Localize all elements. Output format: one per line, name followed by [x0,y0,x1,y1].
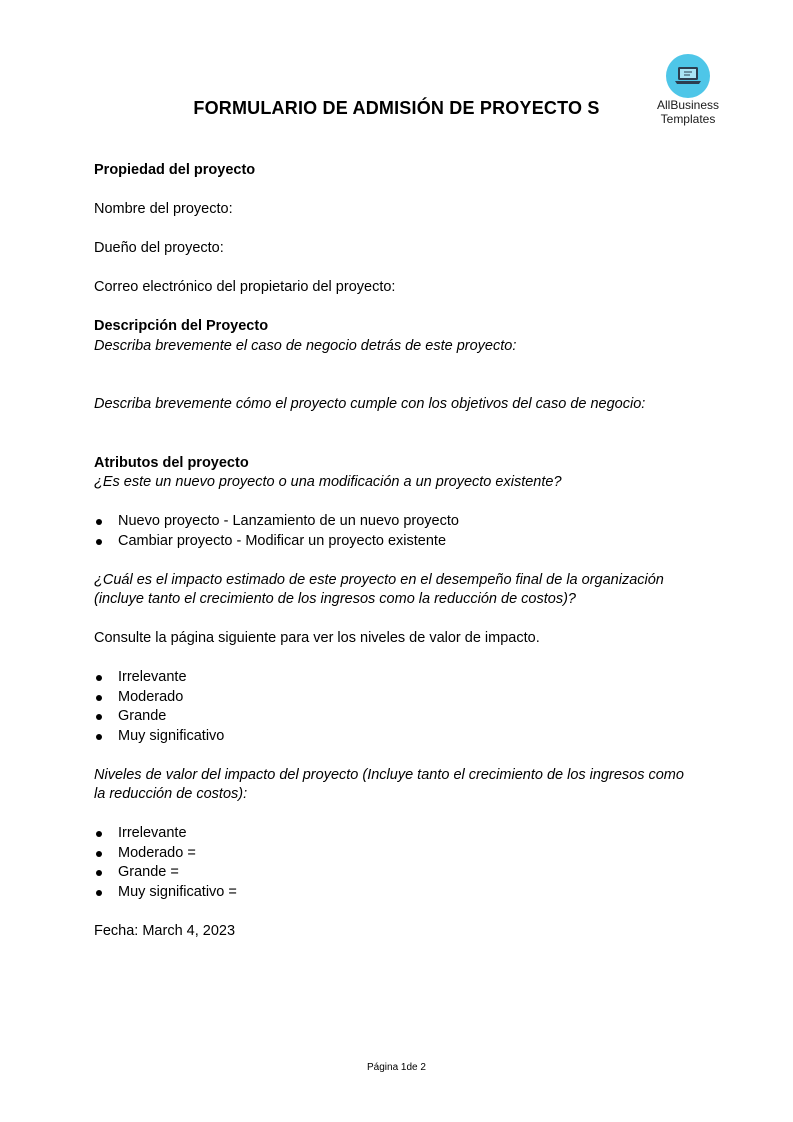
impact-levels-question-line2: la reducción de costos): [94,786,248,802]
logo-text-line1: AllBusiness [656,98,720,112]
business-case-question: Describa brevemente el caso de negocio detrás de este proyecto: [94,337,517,354]
project-name-label: Nombre del proyecto: [94,201,233,217]
project-type-question: ¿Es este un nuevo proyecto o una modificación a un proyecto existente? [94,474,562,490]
form-content [94,161,714,941]
page-number-footer: Página 1de 2 [367,1062,426,1073]
impact-question-line2: (incluye tanto el crecimiento de los ingresos como la reducción de costos)? [94,591,576,607]
list-item: Irrelevante [94,824,714,844]
impact-question-line1: ¿Cuál es el impacto estimado de este proyecto en el desempeño final de la organización [94,571,664,588]
project-owner-label: Dueño del proyecto: [94,240,224,256]
impact-levels-list [94,824,714,902]
section-heading-ownership: Propiedad del proyecto [94,162,256,178]
impact-levels-question-line1: Niveles de valor del impacto del proyecto (Incluye tanto el crecimiento de los ingresos como [94,766,684,783]
section-heading-description: Descripción del Proyecto [94,318,269,334]
list-item: Grande [94,707,714,727]
list-item: Cambiar proyecto - Modificar un proyecto existente [94,532,714,552]
list-item: Moderado [94,688,714,708]
owner-email-label: Correo electrónico del propietario del proyecto: [94,279,396,295]
objectives-question: Describa brevemente cómo el proyecto cumple con los objetivos del caso de negocio: [94,396,646,412]
page-title: FORMULARIO DE ADMISIÓN DE PROYECTO S [193,98,600,118]
list-item: Muy significativo = [94,883,714,903]
list-item: Moderado = [94,844,714,864]
laptop-icon [666,54,710,98]
logo-text-line2: Templates [660,112,716,126]
section-heading-attributes: Atributos del proyecto [94,454,249,471]
impact-options-list [94,668,714,746]
list-item: Muy significativo [94,727,714,747]
list-item: Nuevo proyecto - Lanzamiento de un nuevo proyecto [94,512,714,532]
consult-note: Consulte la página siguiente para ver los niveles de valor de impacto. [94,630,540,646]
list-item: Irrelevante [94,668,714,688]
list-item: Grande = [94,863,714,883]
date-label: Fecha: March 4, 2023 [94,922,236,939]
project-type-list [94,512,714,551]
